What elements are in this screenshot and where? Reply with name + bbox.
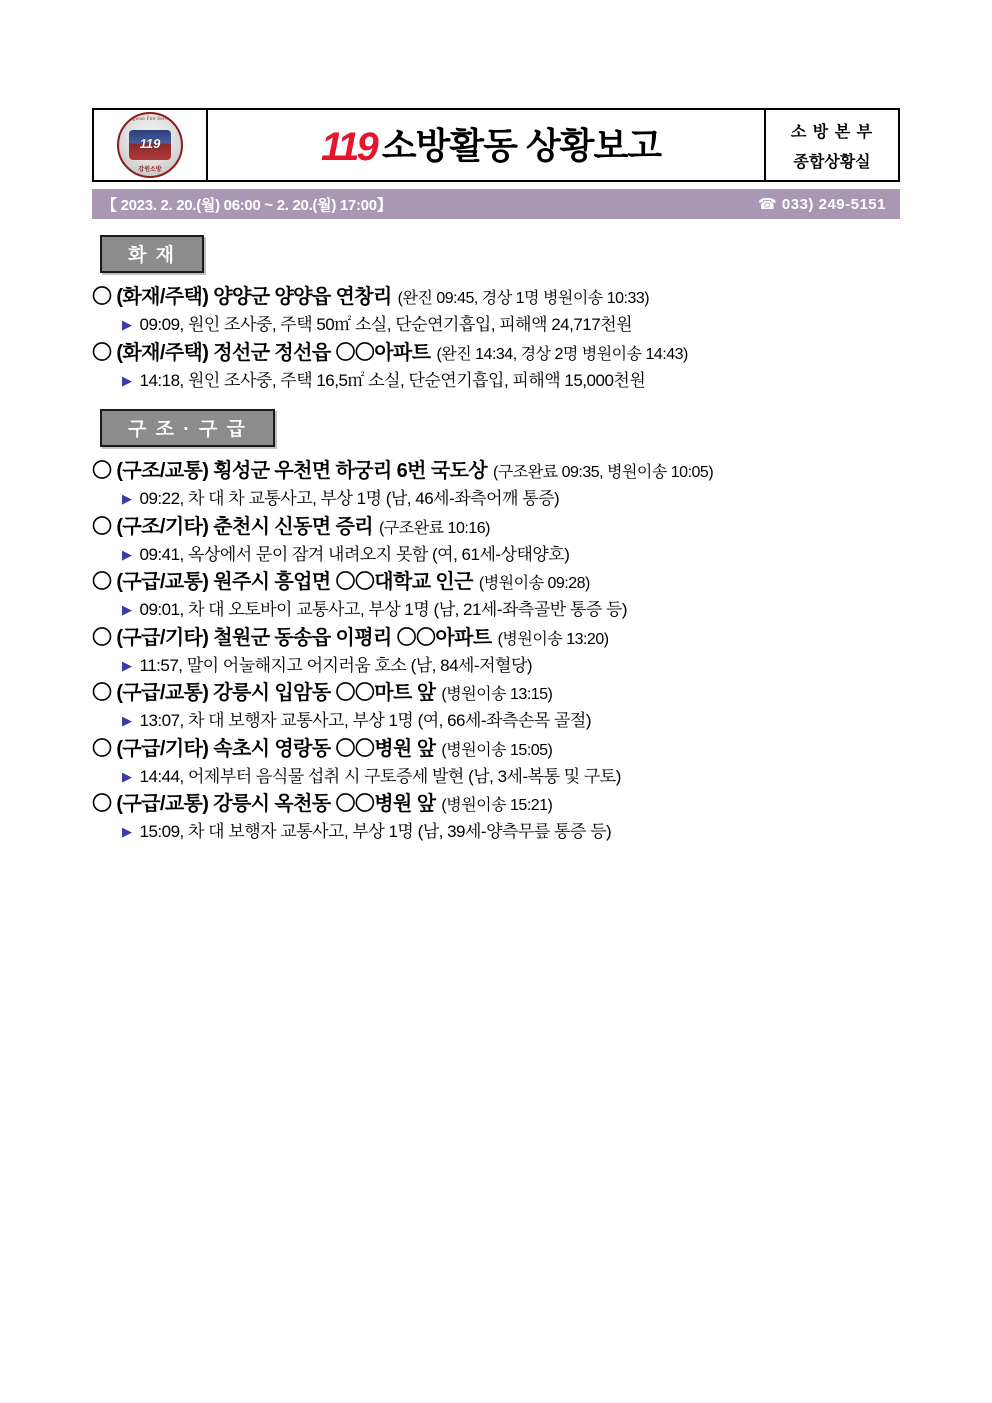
section-fire bbox=[92, 235, 900, 393]
page-title: 소방활동 상황보고 bbox=[381, 125, 661, 166]
report-period-text: 【 2023. 2. 20.(월) 06:00 ~ 2. 20.(월) 17:00】 bbox=[102, 196, 392, 214]
header-logo-cell bbox=[94, 110, 208, 180]
emblem-ring-bottom-text: 강원소방 bbox=[138, 167, 162, 173]
emblem-ring-top-text: Gangwon Fire Services bbox=[123, 117, 177, 122]
triangle-bullet-icon: ▶ bbox=[122, 768, 132, 784]
entry-title-row bbox=[92, 339, 900, 368]
office-line-1: 소 방 본 부 bbox=[790, 123, 874, 141]
entry-title: 〇 (구급/교통) 강릉시 옥천동 〇〇병원 앞 bbox=[92, 793, 436, 815]
list-item bbox=[92, 513, 900, 568]
entry-title-row bbox=[92, 735, 900, 764]
section-rescue-ems bbox=[92, 409, 900, 845]
entry-title-row bbox=[92, 790, 900, 819]
entry-note: (병원이송 15:05) bbox=[441, 741, 553, 759]
entry-note: (구조완료 09:35, 병원이송 10:05) bbox=[492, 464, 714, 481]
list-item bbox=[92, 339, 900, 394]
entry-title: 〇 (구조/기타) 춘천시 신동면 증리 bbox=[92, 515, 373, 538]
entry-detail: 14:18, 원인 조사중, 주택 16,5㎡ 소실, 단순연기흡입, 피해액 15,000천원 bbox=[139, 370, 646, 390]
list-item bbox=[92, 283, 900, 338]
entry-note: (병원이송 13:15) bbox=[441, 686, 553, 703]
list-item bbox=[92, 457, 900, 512]
entry-detail: 09:09, 원인 조사중, 주택 50㎡ 소실, 단순연기흡입, 피해액 24,717천원 bbox=[139, 315, 633, 334]
entry-note: (완진 09:45, 경상 1명 병원이송 10:33) bbox=[397, 290, 650, 307]
list-item bbox=[92, 679, 900, 734]
header-office-cell bbox=[766, 110, 898, 180]
entry-detail-row bbox=[92, 486, 900, 512]
entry-note: (병원이송 09:28) bbox=[478, 575, 590, 592]
entry-title: 〇 (구급/기타) 철원군 동송읍 이평리 〇〇아파트 bbox=[92, 626, 492, 649]
office-line-2: 종합상황실 bbox=[793, 153, 871, 171]
entry-title-row bbox=[92, 283, 900, 312]
entry-detail-row bbox=[92, 312, 900, 338]
entry-detail: 13:07, 차 대 보행자 교통사고, 부상 1명 (여, 66세-좌측손목 골절) bbox=[139, 711, 592, 730]
triangle-bullet-icon: ▶ bbox=[122, 491, 132, 506]
entry-title-row bbox=[92, 457, 900, 486]
list-item bbox=[92, 624, 900, 679]
contact-phone bbox=[758, 195, 886, 213]
entry-title: 〇 (구조/교통) 횡성군 우천면 하궁리 6번 국도상 bbox=[92, 460, 487, 482]
entry-detail: 11:57, 말이 어눌해지고 어지러움 호소 (남, 84세-저혈당) bbox=[139, 655, 533, 675]
entry-title: 〇 (구급/교통) 원주시 흥업면 〇〇대학교 인근 bbox=[92, 571, 473, 593]
entry-detail: 14:44, 어제부터 음식물 섭취 시 구토증세 발현 (남, 3세-복통 및 구토) bbox=[139, 766, 621, 786]
entry-detail-row bbox=[92, 368, 900, 394]
triangle-bullet-icon: ▶ bbox=[122, 317, 132, 332]
triangle-bullet-icon: ▶ bbox=[122, 713, 132, 728]
entry-title: 〇 (화재/주택) 정선군 정선읍 〇〇아파트 bbox=[92, 341, 431, 364]
section-tag-fire: 화 재 bbox=[100, 235, 204, 273]
entry-note: (구조완료 10:16) bbox=[378, 519, 490, 537]
triangle-bullet-icon: ▶ bbox=[122, 657, 132, 673]
triangle-bullet-icon: ▶ bbox=[122, 546, 132, 562]
entry-detail: 09:22, 차 대 차 교통사고, 부상 1명 (남, 46세-좌측어깨 통증) bbox=[139, 489, 560, 508]
entry-detail: 15:09, 차 대 보행자 교통사고, 부상 1명 (남, 39세-양측무릎 통증 등) bbox=[139, 822, 612, 841]
period-bar bbox=[92, 189, 900, 219]
entry-note: (병원이송 15:21) bbox=[441, 797, 553, 814]
entry-title-row bbox=[92, 513, 900, 542]
entry-note: (병원이송 13:20) bbox=[497, 630, 609, 648]
entry-title: 〇 (화재/주택) 양양군 양양읍 연창리 bbox=[92, 286, 392, 308]
entry-note: (완진 14:34, 경상 2명 병원이송 14:43) bbox=[436, 345, 688, 363]
rescue-ems-entry-list bbox=[92, 457, 900, 845]
entry-title-row bbox=[92, 624, 900, 653]
entry-detail: 09:41, 옥상에서 문이 잠겨 내려오지 못함 (여, 61세-상태양호) bbox=[139, 544, 570, 564]
entry-detail-row bbox=[92, 764, 900, 790]
list-item bbox=[92, 568, 900, 623]
entry-title: 〇 (구급/교통) 강릉시 입암동 〇〇마트 앞 bbox=[92, 682, 436, 704]
gangwon-fire-emblem-icon bbox=[117, 112, 183, 178]
emblem-number: 119 bbox=[139, 136, 161, 151]
list-item bbox=[92, 735, 900, 790]
report-header bbox=[92, 108, 900, 182]
entry-detail: 09:01, 차 대 오토바이 교통사고, 부상 1명 (남, 21세-좌측골반 통증 등) bbox=[139, 600, 628, 619]
entry-detail-row bbox=[92, 542, 900, 568]
entry-title: 〇 (구급/기타) 속초시 영랑동 〇〇병원 앞 bbox=[92, 737, 436, 760]
phone-icon: ☎ bbox=[758, 196, 778, 213]
header-title-cell bbox=[208, 110, 766, 180]
entry-detail-row bbox=[92, 597, 900, 623]
entry-title-row bbox=[92, 679, 900, 708]
entry-detail-row bbox=[92, 708, 900, 734]
emblem-core bbox=[129, 130, 171, 160]
entry-detail-row bbox=[92, 653, 900, 679]
triangle-bullet-icon: ▶ bbox=[122, 824, 132, 839]
section-tag-rescue-ems: 구 조 · 구 급 bbox=[100, 409, 275, 447]
entry-detail-row bbox=[92, 819, 900, 845]
phone-number: 033) 249-5151 bbox=[781, 196, 886, 213]
logo-119-icon: 119 bbox=[321, 125, 376, 169]
fire-entry-list bbox=[92, 283, 900, 393]
triangle-bullet-icon: ▶ bbox=[122, 602, 132, 617]
list-item bbox=[92, 790, 900, 845]
entry-title-row bbox=[92, 568, 900, 597]
triangle-bullet-icon: ▶ bbox=[122, 372, 132, 388]
